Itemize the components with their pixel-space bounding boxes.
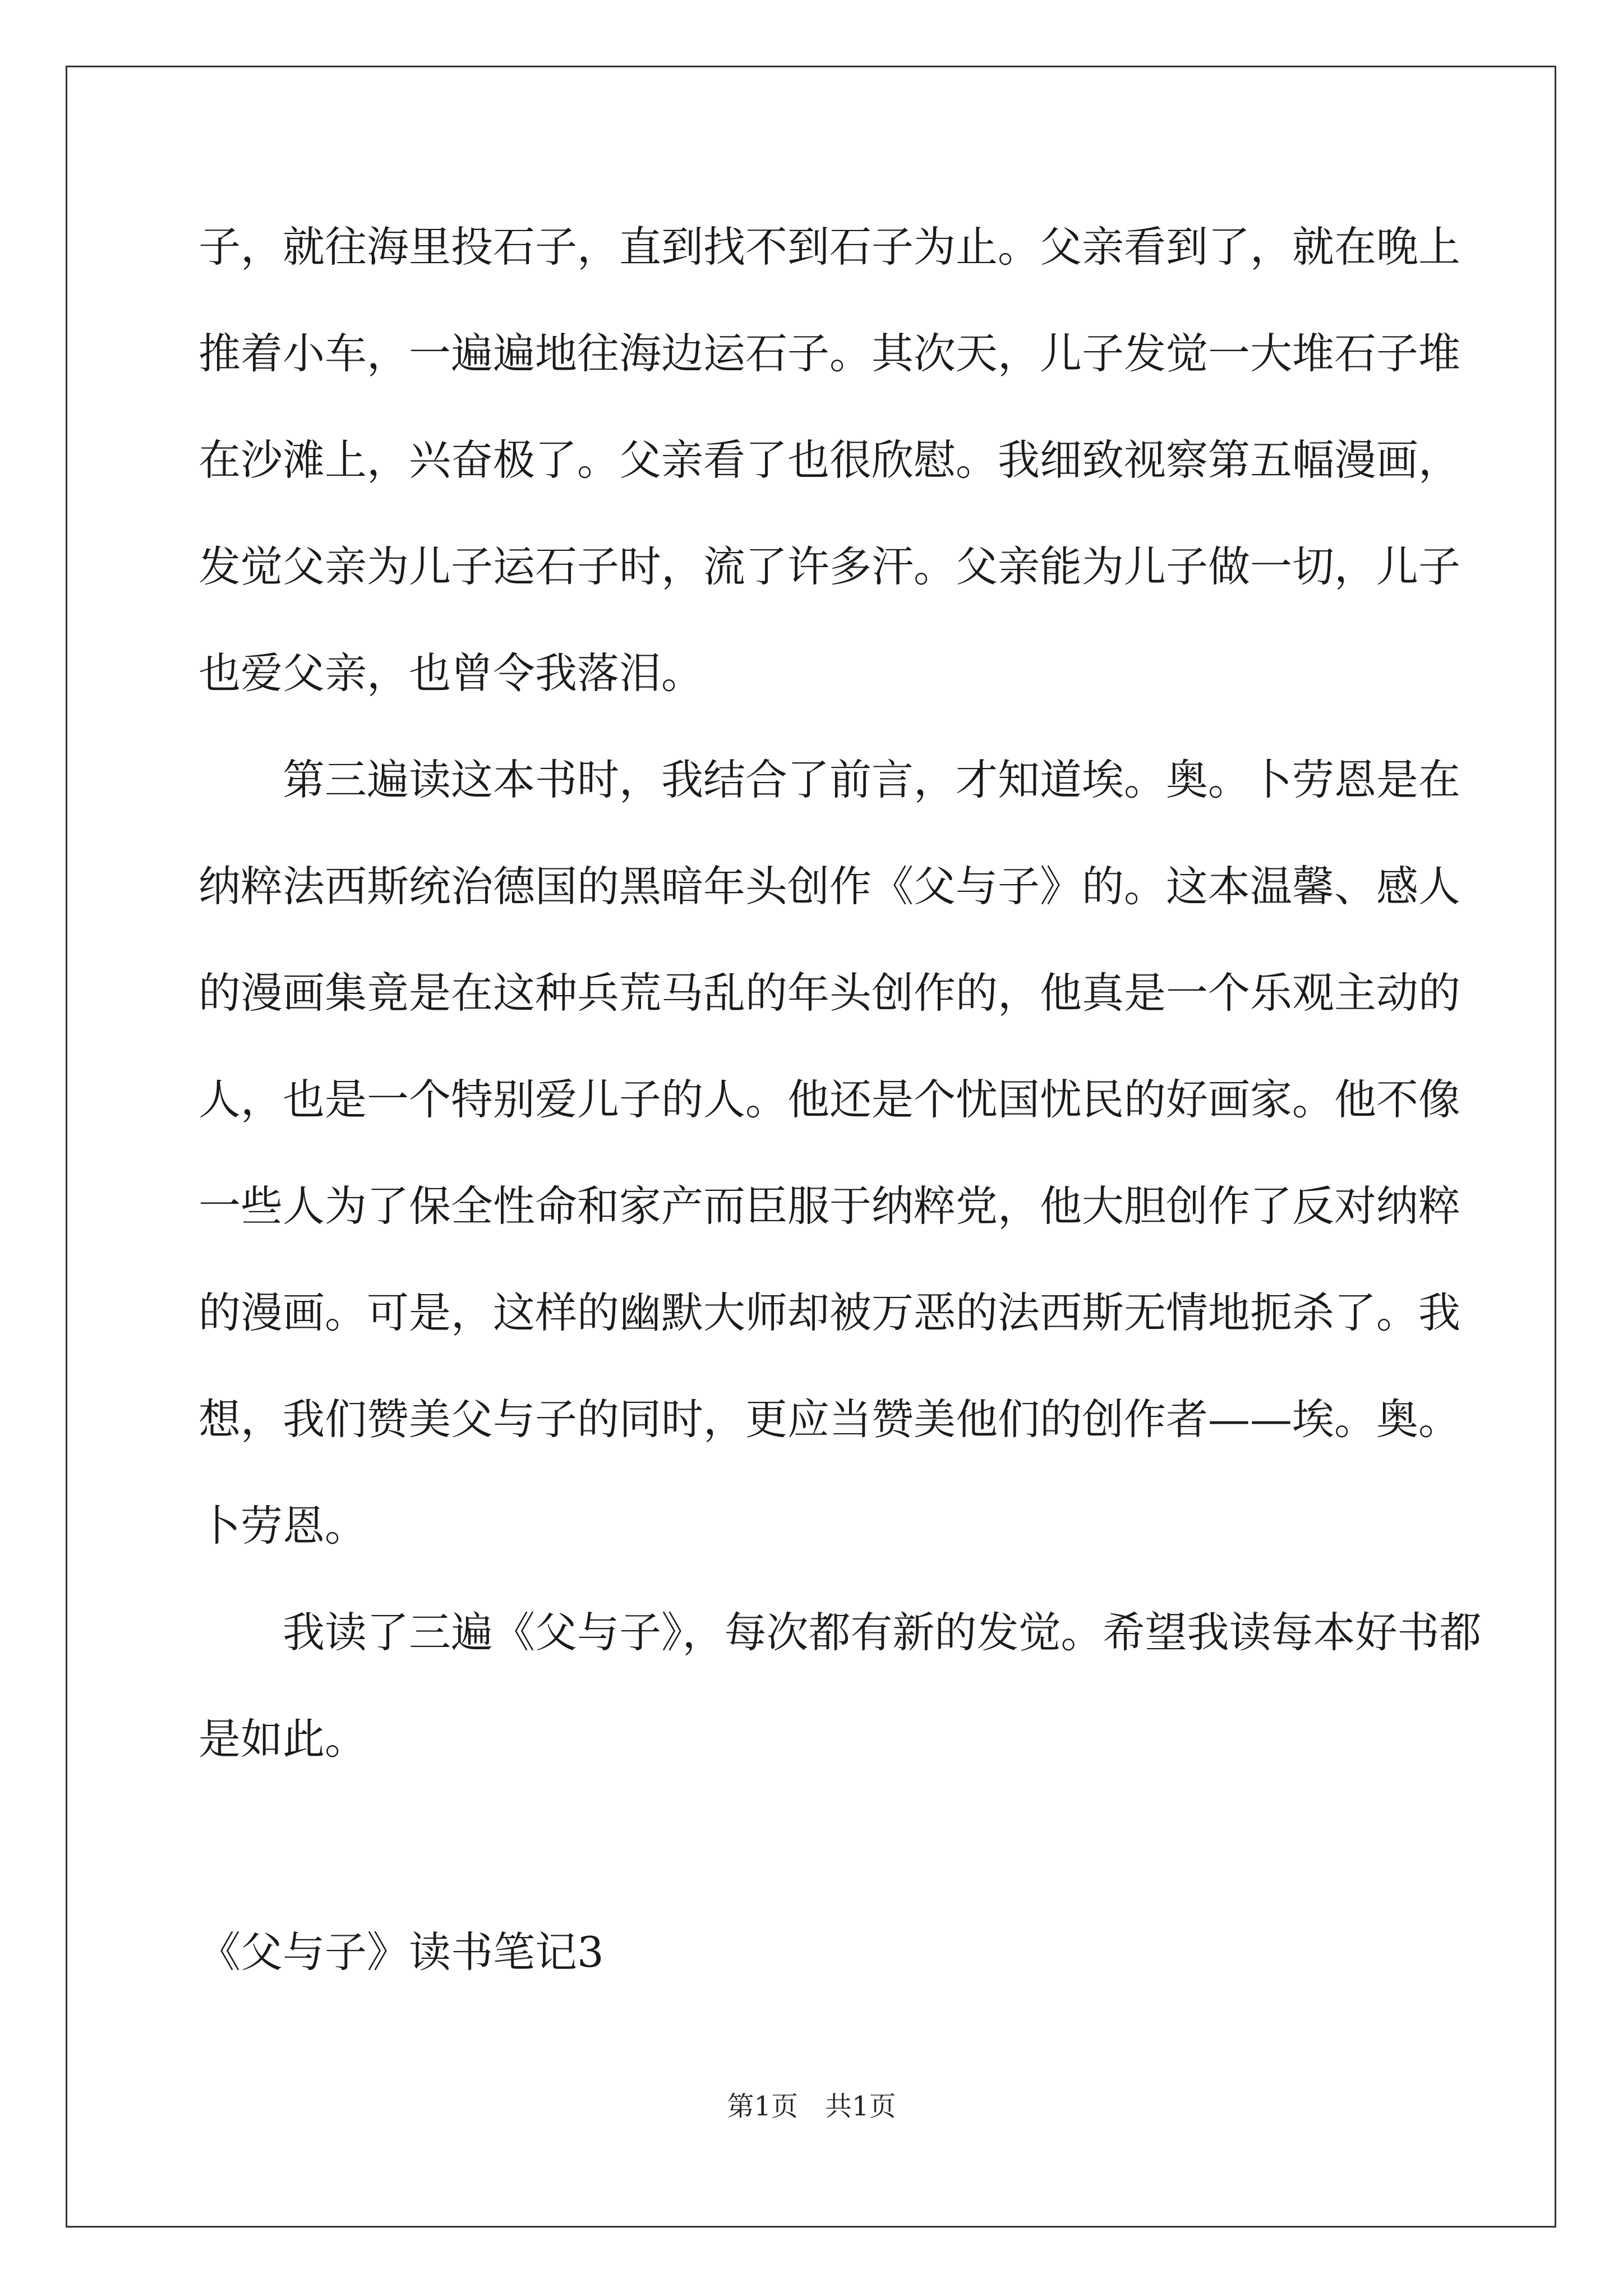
- paragraph-2-line-2: 纳粹法西斯统治德国的黑暗年头创作《父与子》的。这本温馨、感人: [199, 862, 1461, 911]
- paragraph-1-line-4: 发觉父亲为儿子运石子时，流了许多汗。父亲能为儿子做一切，儿子: [199, 542, 1461, 591]
- page-footer: 第1页 共1页: [727, 2091, 896, 2122]
- paragraph-2-line-6: 的漫画。可是，这样的幽默大师却被万恶的法西斯无情地扼杀了。我: [199, 1288, 1461, 1337]
- paragraph-1-line-5: 也爱父亲，也曾令我落泪。: [199, 648, 704, 698]
- paragraph-3-line-2: 是如此。: [199, 1714, 367, 1764]
- paragraph-2-line-4: 人，也是一个特别爱儿子的人。他还是个忧国忧民的好画家。他不像: [199, 1075, 1461, 1124]
- page-border: [66, 66, 1556, 2228]
- paragraph-2-line-7: 想，我们赞美父与子的同时，更应当赞美他们的创作者——埃。奥。: [199, 1395, 1461, 1444]
- paragraph-2-line-1: 第三遍读这本书时，我结合了前言，才知道埃。奥。卜劳恩是在: [283, 755, 1461, 804]
- paragraph-2-line-8: 卜劳恩。: [199, 1501, 367, 1550]
- paragraph-3-line-1: 我读了三遍《父与子》，每次都有新的发觉。希望我读每本好书都: [283, 1608, 1482, 1657]
- paragraph-2-line-3: 的漫画集竟是在这种兵荒马乱的年头创作的，他真是一个乐观主动的: [199, 968, 1461, 1018]
- section-title: 《父与子》读书笔记3: [199, 1927, 604, 1977]
- paragraph-1-line-1: 子，就往海里投石子，直到找不到石子为止。父亲看到了，就在晚上: [199, 222, 1461, 272]
- paragraph-1-line-3: 在沙滩上，兴奋极了。父亲看了也很欣慰。我细致视察第五幅漫画，: [199, 435, 1461, 485]
- paragraph-1-line-2: 推着小车，一遍遍地往海边运石子。其次天，儿子发觉一大堆石子堆: [199, 329, 1461, 378]
- paragraph-2-line-5: 一些人为了保全性命和家产而臣服于纳粹党，他大胆创作了反对纳粹: [199, 1181, 1461, 1231]
